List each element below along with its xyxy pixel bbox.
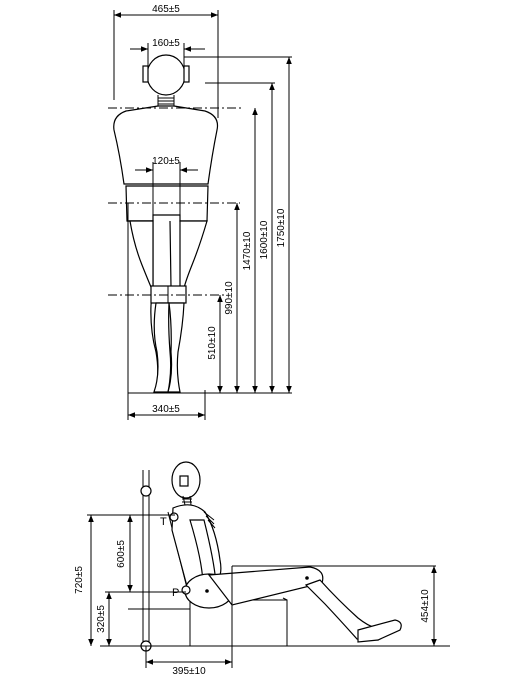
front-torso bbox=[114, 106, 218, 184]
dim-shoulder-width: 465±5 bbox=[152, 4, 180, 15]
dim-foot-width: 340±5 bbox=[152, 404, 180, 415]
dim-height-total: 1750±10 bbox=[276, 208, 287, 248]
dim-height-shoulder: 1600±10 bbox=[259, 220, 270, 260]
dim-height-knee: 510±10 bbox=[207, 326, 218, 360]
front-pelvis bbox=[126, 186, 208, 221]
dim-head-width: 160±5 bbox=[152, 38, 180, 49]
dim-torso-length: 600±5 bbox=[116, 540, 127, 568]
dim-h-point-height: 720±5 bbox=[74, 566, 85, 594]
front-view bbox=[108, 4, 292, 420]
dim-knee-height: 454±10 bbox=[420, 589, 431, 623]
front-leg-right bbox=[180, 221, 207, 288]
side-head bbox=[172, 462, 200, 505]
dim-hip-gap: 120±5 bbox=[152, 156, 180, 167]
side-view bbox=[74, 462, 450, 677]
dim-height-hip: 1470±10 bbox=[242, 231, 253, 271]
dim-height-crotch: 990±10 bbox=[224, 281, 235, 315]
dim-seat-height: 320±5 bbox=[96, 605, 107, 633]
label-t: T bbox=[160, 516, 167, 528]
label-p: P bbox=[172, 587, 180, 599]
front-head bbox=[143, 55, 189, 108]
dim-seat-depth: 395±10 bbox=[172, 666, 206, 677]
